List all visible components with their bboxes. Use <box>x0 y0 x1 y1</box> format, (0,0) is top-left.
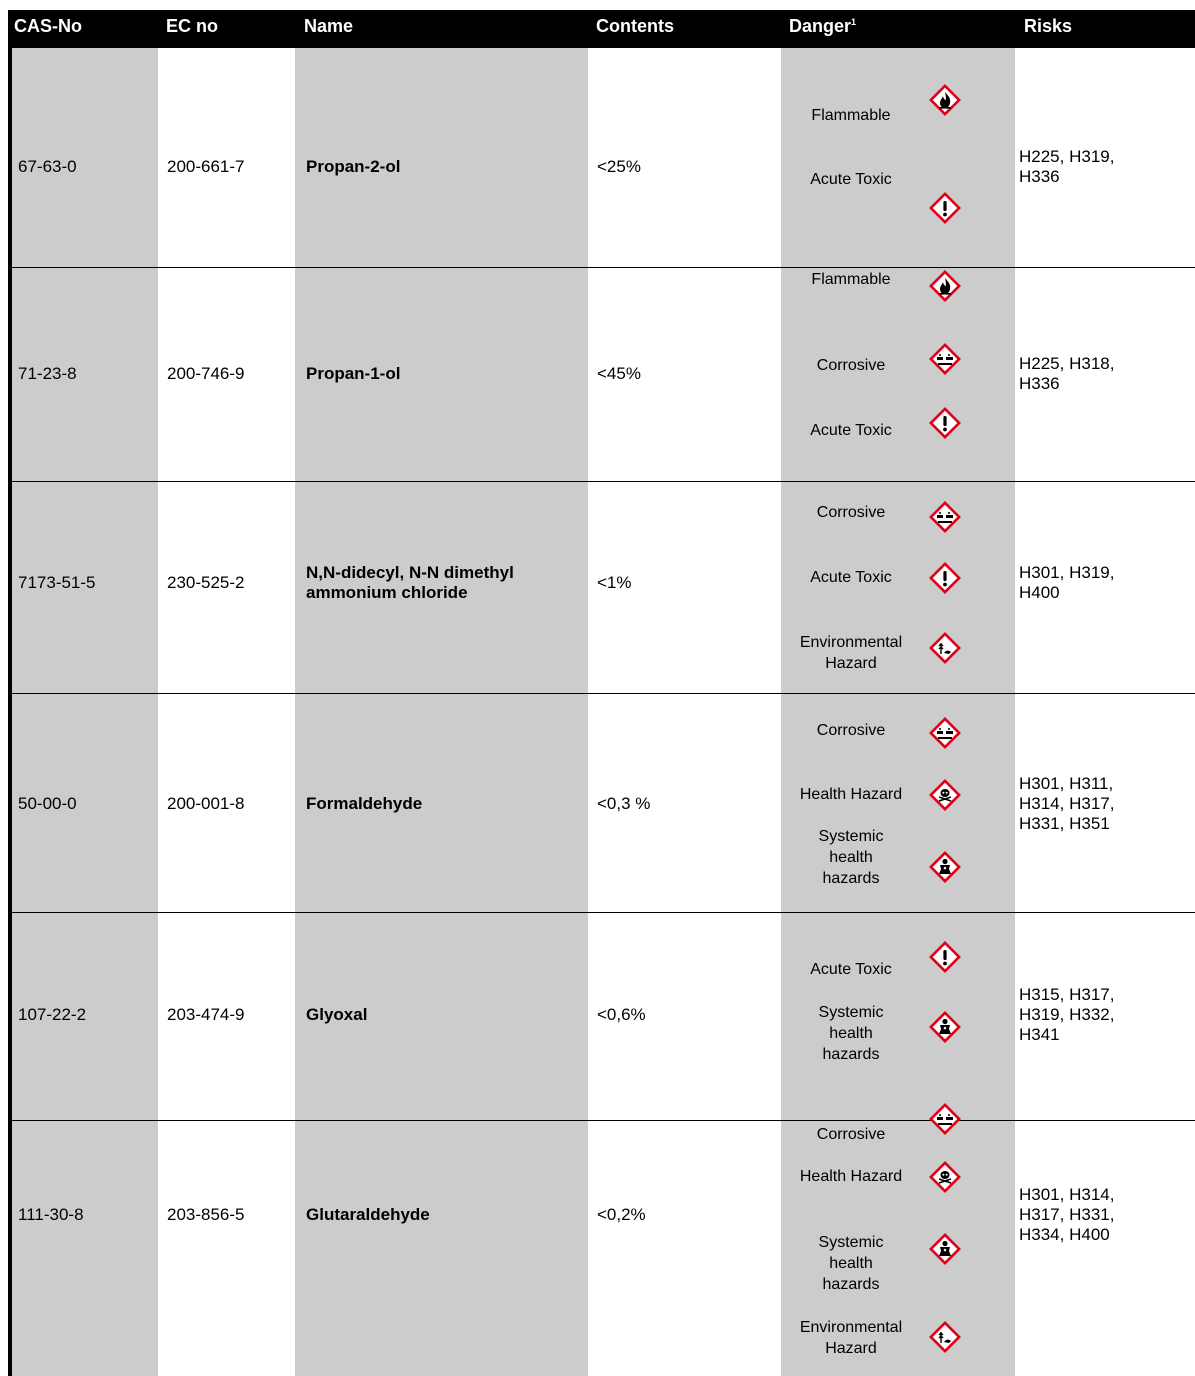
hazard-table <box>8 10 1195 1376</box>
cell-risks: H331, H351 <box>1019 814 1110 833</box>
cell-contents: <45% <box>597 364 641 383</box>
cell-cas: 50-00-0 <box>18 794 77 813</box>
cell-risks: H225, H318, <box>1019 354 1115 373</box>
row-separator <box>12 481 1195 482</box>
header-cas: CAS-No <box>14 16 82 36</box>
danger-label-line: Environmental <box>799 634 903 651</box>
corrosion-icon <box>928 342 962 376</box>
cell-ec: 200-661-7 <box>167 157 245 176</box>
cell-name: ammonium chloride <box>306 583 468 602</box>
cell-contents: <0,3 % <box>597 794 651 813</box>
cell-contents: <0,2% <box>597 1205 646 1224</box>
cell-name: Glyoxal <box>306 1005 368 1024</box>
health-icon <box>928 850 962 884</box>
cell-contents: <0,6% <box>597 1005 646 1024</box>
cell-risks: H225, H319, <box>1019 147 1115 166</box>
danger-label-line: health <box>829 1255 873 1272</box>
cell-risks: H400 <box>1019 583 1060 602</box>
corrosion-icon <box>928 500 962 534</box>
skull-icon <box>928 778 962 812</box>
row-separator <box>12 912 1195 913</box>
cell-cas: 71-23-8 <box>18 364 77 383</box>
header-danger: Danger$^1$ <box>789 16 857 36</box>
cell-name: Propan-2-ol <box>306 157 401 176</box>
cell-contents: <25% <box>597 157 641 176</box>
danger-label-line: Environmental <box>799 1319 903 1336</box>
header-ec: EC no <box>166 16 218 36</box>
cell-ec: 203-474-9 <box>167 1005 245 1024</box>
cell-name: N,N-didecyl, N-N dimethyl <box>306 563 514 582</box>
danger-label-line: hazards <box>822 1276 880 1293</box>
danger-label-corrosive: Corrosive <box>816 504 886 521</box>
environment-icon <box>928 631 962 665</box>
cell-risks: H314, H317, <box>1019 794 1115 813</box>
health-icon <box>928 1232 962 1266</box>
cell-cas: 107-22-2 <box>18 1005 87 1024</box>
cell-risks: H336 <box>1019 374 1060 393</box>
skull-icon <box>928 1160 962 1194</box>
exclamation-icon <box>928 191 962 225</box>
shaded-column-name <box>295 48 588 1376</box>
danger-label-line: hazards <box>822 870 880 887</box>
cell-contents: <1% <box>597 573 632 592</box>
cell-risks: H315, H317, <box>1019 985 1115 1004</box>
danger-label-acute-toxic: Acute Toxic <box>810 171 892 188</box>
header-contents: Contents <box>596 16 674 36</box>
danger-label-acute-toxic: Acute Toxic <box>810 569 892 586</box>
danger-label-line: Systemic <box>818 828 884 845</box>
danger-label-line: Hazard <box>825 655 877 672</box>
danger-label-line: hazards <box>822 1046 880 1063</box>
danger-label-environmental-hazard <box>781 632 921 674</box>
cell-risks: H317, H331, <box>1019 1205 1115 1224</box>
danger-label-flammable: Flammable <box>811 271 891 288</box>
danger-label-systemic-health-hazards <box>781 826 921 889</box>
danger-label-systemic-health-hazards <box>781 1232 921 1295</box>
exclamation-icon <box>928 406 962 440</box>
cell-ec: 200-746-9 <box>167 364 245 383</box>
header-name: Name <box>304 16 354 36</box>
table-header <box>8 10 1195 48</box>
danger-label-health-hazard: Health Hazard <box>799 786 903 803</box>
cell-ec: 203-856-5 <box>167 1205 245 1224</box>
cell-risks: H319, H332, <box>1019 1005 1115 1024</box>
danger-label-line: health <box>829 849 873 866</box>
danger-label-line: health <box>829 1025 873 1042</box>
danger-label-health-hazard: Health Hazard <box>799 1168 903 1185</box>
flame-icon <box>928 269 962 303</box>
cell-ec: 200-001-8 <box>167 794 245 813</box>
exclamation-icon <box>928 561 962 595</box>
danger-label-corrosive: Corrosive <box>816 357 886 374</box>
cell-name: Propan-1-ol <box>306 364 401 383</box>
danger-label-corrosive: Corrosive <box>816 1126 886 1143</box>
cell-risks: H301, H314, <box>1019 1185 1115 1204</box>
cell-risks: H341 <box>1019 1025 1060 1044</box>
health-icon <box>928 1010 962 1044</box>
danger-label-flammable: Flammable <box>811 107 891 124</box>
environment-icon <box>928 1320 962 1354</box>
danger-label-line: Systemic <box>818 1234 884 1251</box>
danger-label-environmental-hazard <box>781 1317 921 1359</box>
cell-cas: 111-30-8 <box>18 1205 84 1224</box>
danger-label-systemic-health-hazards <box>781 1002 921 1065</box>
cell-risks: H301, H319, <box>1019 563 1115 582</box>
flame-icon <box>928 83 962 117</box>
corrosion-icon <box>928 716 962 750</box>
shaded-column-cas <box>12 48 158 1376</box>
cell-cas: 67-63-0 <box>18 157 77 176</box>
danger-label-acute-toxic: Acute Toxic <box>810 961 892 978</box>
danger-footnote: 1 <box>851 17 857 27</box>
cell-name: Formaldehyde <box>306 794 423 813</box>
cell-risks: H301, H311, <box>1019 774 1114 793</box>
danger-label-line: Systemic <box>818 1004 884 1021</box>
row-separator <box>12 267 1195 268</box>
corrosion-icon <box>928 1102 962 1136</box>
cell-risks: H336 <box>1019 167 1060 186</box>
danger-label-acute-toxic: Acute Toxic <box>810 422 892 439</box>
cell-risks: H334, H400 <box>1019 1225 1110 1244</box>
exclamation-icon <box>928 940 962 974</box>
danger-label-corrosive: Corrosive <box>816 722 886 739</box>
cell-name: Glutaraldehyde <box>306 1205 430 1224</box>
row-separator <box>12 693 1195 694</box>
cell-cas: 7173-51-5 <box>18 573 96 592</box>
header-risks: Risks <box>1024 16 1073 36</box>
row-separator <box>12 1120 1195 1121</box>
cell-ec: 230-525-2 <box>167 573 245 592</box>
danger-label-line: Hazard <box>825 1340 877 1357</box>
